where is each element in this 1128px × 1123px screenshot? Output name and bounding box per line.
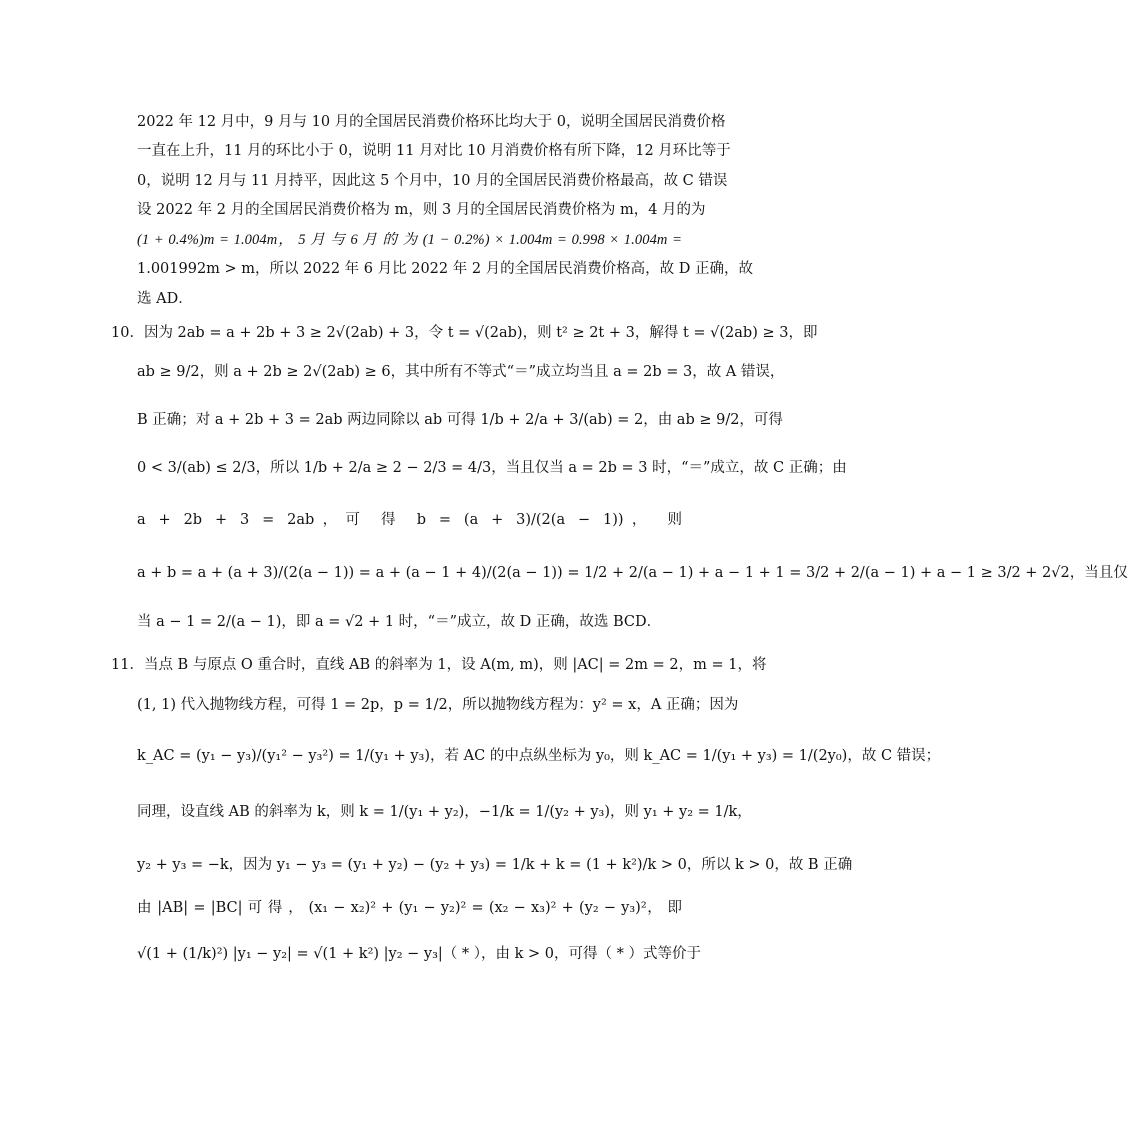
answer-10-line: 10．因为 2ab = a + 2b + 3 ≥ 2√(2ab) + 3，令 t = √(2ab)，则 t² ≥ 2t + 3，解得 t = √(2ab) ≥ 3，即: [111, 325, 818, 341]
text-line: 0 < 3/(ab) ≤ 2/3，所以 1/b + 2/a ≥ 2 − 2/3 = 4/3，当且仅当 a = 2b = 3 时，“＝”成立，故 C 正确；由: [137, 460, 847, 476]
text-line: 同理，设直线 AB 的斜率为 k，则 k = 1/(y₁ + y₂)，−1/k = 1/(y₂ + y₃)，则 y₁ + y₂ = 1/k，: [137, 804, 752, 820]
text-line: ab ≥ 9/2，则 a + 2b ≥ 2√(2ab) ≥ 6，其中所有不等式“＝”成立均当且 a = 2b = 3，故 A 错误，: [137, 364, 785, 380]
text-line: 1.001992m > m，所以 2022 年 6 月比 2022 年 2 月的全国居民消费价格高，故 D 正确，故: [137, 261, 754, 277]
text-line: a + 2b + 3 = 2ab，可 得 b = (a + 3)/(2(a − 1))， 则: [137, 512, 682, 528]
text-line: 设 2022 年 2 月的全国居民消费价格为 m，则 3 月的全国居民消费价格为 m，4 月的为: [137, 202, 706, 218]
text-line: 0，说明 12 月与 11 月持平，因此这 5 个月中，10 月的全国居民消费价格最高，故 C 错误: [137, 173, 728, 189]
text-line: 2022 年 12 月中，9 月与 10 月的全国居民消费价格环比均大于 0，说明全国居民消费价格: [137, 114, 726, 130]
text-line: 一直在上升，11 月的环比小于 0，说明 11 月对比 10 月消费价格有所下降，12 月环比等于: [137, 143, 731, 159]
text-line: 由 |AB| = |BC| 可 得 ， (x₁ − x₂)² + (y₁ − y₂)² = (x₂ − x₃)² + (y₂ − y₃)²， 即: [137, 900, 682, 916]
text-line: y₂ + y₃ = −k，因为 y₁ − y₃ = (y₁ + y₂) − (y₂ + y₃) = 1/k + k = (1 + k²)/k > 0，所以 k > 0，故 B 正确: [137, 857, 853, 873]
answer-11-line: 11．当点 B 与原点 O 重合时，直线 AB 的斜率为 1，设 A(m, m)，则 |AC| = 2m = 2，m = 1，将: [111, 657, 767, 673]
text-line: B 正确；对 a + 2b + 3 = 2ab 两边同除以 ab 可得 1/b + 2/a + 3/(ab) = 2，由 ab ≥ 9/2，可得: [137, 412, 783, 428]
text-line: a + b = a + (a + 3)/(2(a − 1)) = a + (a − 1 + 4)/(2(a − 1)) = 1/2 + 2/(a − 1) + a − 1 + 1 = 3/2 + 2/(a − 1) + a − 1 ≥ 3/2 + 2√2，当且仅: [137, 565, 1128, 581]
text-line: (1 + 0.4%)m = 1.004m， 5 月 与 6 月 的 为 (1 − 0.2%) × 1.004m = 0.998 × 1.004m =: [137, 232, 682, 248]
text-line: 当 a − 1 = 2/(a − 1)，即 a = √2 + 1 时，“＝”成立，故 D 正确，故选 BCD．: [137, 614, 662, 630]
text-line: k_AC = (y₁ − y₃)/(y₁² − y₃²) = 1/(y₁ + y₃)，若 AC 的中点纵坐标为 y₀，则 k_AC = 1/(y₁ + y₃) = 1/(2y₀)，故 C 错误；: [137, 748, 941, 764]
text-line: √(1 + (1/k)²) |y₁ − y₂| = √(1 + k²) |y₂ − y₃|（ * ），由 k > 0，可得（ * ）式等价于: [137, 946, 701, 962]
text-line: (1, 1) 代入抛物线方程，可得 1 = 2p，p = 1/2，所以抛物线方程为：y² = x，A 正确；因为: [137, 697, 739, 713]
text-line: 选 AD．: [137, 291, 193, 307]
